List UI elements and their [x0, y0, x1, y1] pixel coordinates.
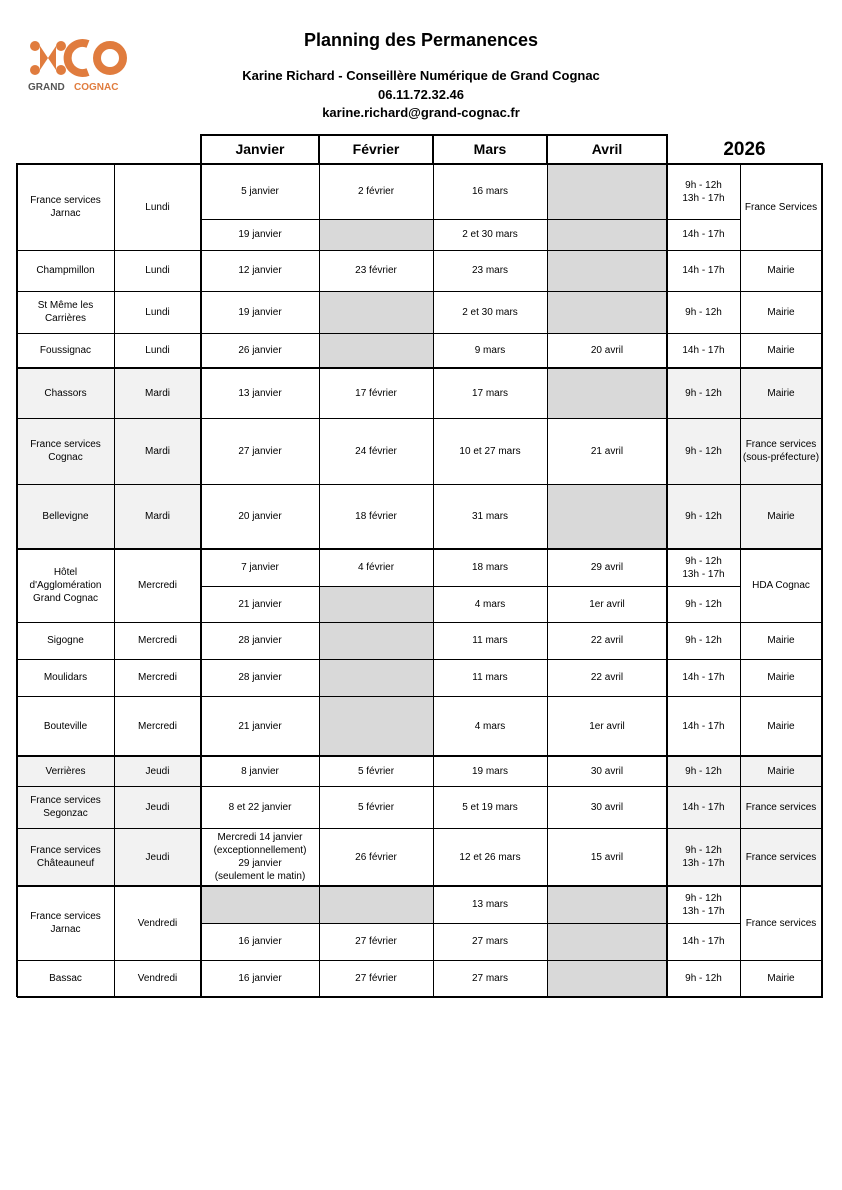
header-vline	[666, 134, 668, 165]
row-line	[17, 622, 822, 623]
cell-janvier: 20 janvier	[238, 511, 282, 522]
cell-avril: 22 avril	[590, 672, 624, 683]
cell-horaire: 9h - 12h	[685, 598, 722, 610]
cell-horaire: 9h - 12h	[667, 484, 740, 549]
cell-jour: Mercredi	[138, 672, 177, 683]
cell-jour: Vendredi	[137, 973, 178, 984]
cell-fevrier: 17 février	[355, 387, 397, 399]
cell-avril	[547, 250, 667, 291]
cell-mars: 19 mars	[471, 765, 509, 777]
cell-mars: 12 et 26 mars	[459, 851, 521, 863]
cell-jour: Lundi	[145, 345, 170, 356]
cell-horaire: 9h - 12h	[685, 973, 722, 984]
cell-avril: 1er avril	[589, 598, 625, 610]
cell-salle: Mairie	[740, 368, 822, 418]
cell-horaire: 9h - 12h	[667, 368, 740, 418]
cell-mars: 13 mars	[471, 899, 509, 910]
month-header-0: Janvier	[235, 141, 285, 157]
header-vline	[546, 134, 548, 165]
cell-salle: Mairie	[740, 484, 822, 549]
header-vline	[200, 134, 202, 165]
cell-janvier: 12 janvier	[238, 265, 282, 276]
row-line	[201, 219, 740, 220]
cell-avril: 1er avril	[589, 720, 625, 732]
table-top-border	[17, 163, 823, 165]
cell-horaire: 14h - 17h	[682, 672, 725, 683]
cell-fevrier: 2 février	[357, 186, 395, 197]
cell-horaire: 14h - 17h	[682, 936, 725, 947]
cell-jour: Jeudi	[114, 828, 201, 886]
row-line	[17, 333, 822, 334]
cell-lieu: France services Jarnac	[30, 911, 101, 935]
row-line	[17, 659, 822, 660]
cell-mars: 31 mars	[471, 511, 509, 522]
cell-lieu: Moulidars	[43, 672, 88, 683]
column-line	[200, 164, 202, 997]
column-line	[666, 164, 668, 997]
cell-jour: Jeudi	[114, 786, 201, 828]
cell-janvier: 16 janvier	[238, 973, 282, 984]
cell-jour: Mercredi	[138, 580, 177, 591]
cell-lieu: France services Jarnac	[30, 195, 101, 219]
row-line	[17, 418, 822, 419]
cell-horaire: 9h - 12h	[685, 635, 722, 646]
cell-salle: France services	[745, 917, 817, 929]
table-bottom-border	[17, 996, 823, 998]
cell-avril: 15 avril	[590, 851, 624, 863]
cell-salle: France services	[740, 828, 822, 886]
column-line	[547, 164, 548, 997]
cell-avril: 22 avril	[590, 635, 624, 646]
cell-salle: Mairie	[767, 265, 795, 276]
cell-mars: 4 mars	[474, 598, 506, 610]
logo-text-grand: GRAND	[28, 82, 65, 93]
cell-salle: France Services	[744, 201, 818, 213]
cell-salle: Mairie	[767, 635, 795, 646]
cell-lieu: Foussignac	[39, 345, 92, 356]
cell-lieu: Bouteville	[43, 720, 88, 732]
cell-jour: Lundi	[145, 201, 170, 213]
cell-horaire: 14h - 17h	[682, 229, 725, 240]
cell-janvier: 8 et 22 janvier	[228, 801, 292, 813]
cell-janvier: 5 janvier	[241, 186, 279, 197]
cell-fevrier: 18 février	[355, 511, 397, 522]
cell-janvier: 8 janvier	[241, 765, 279, 777]
cell-horaire: 9h - 12h	[667, 756, 740, 786]
cell-lieu: Sigogne	[47, 635, 84, 646]
cell-fevrier	[319, 659, 433, 696]
cell-fevrier	[319, 886, 433, 923]
cell-avril: 29 avril	[590, 562, 624, 573]
cell-fevrier	[319, 696, 433, 756]
month-header-3: Avril	[591, 141, 623, 157]
cell-fevrier	[319, 622, 433, 659]
cell-janvier: 19 janvier	[238, 306, 282, 318]
cell-mars: 4 mars	[474, 720, 506, 732]
cell-horaire: 9h - 12h	[667, 418, 740, 484]
page-title: Planning des Permanences	[303, 30, 539, 50]
cell-janvier: 27 janvier	[238, 445, 282, 457]
cell-salle: HDA Cognac	[752, 580, 810, 591]
cell-janvier: 7 janvier	[241, 562, 279, 573]
cell-horaire: 9h - 12h 13h - 17h	[667, 828, 740, 886]
cell-salle: Mairie	[740, 756, 822, 786]
cell-salle: Mairie	[767, 345, 795, 356]
header-top-border	[201, 134, 668, 136]
cell-avril	[547, 219, 667, 250]
header-vline	[318, 134, 320, 165]
cell-fevrier	[319, 219, 433, 250]
cell-lieu: Chassors	[17, 368, 114, 418]
cell-lieu: France services Châteauneuf	[17, 828, 114, 886]
table-left-border	[16, 163, 18, 997]
column-line	[433, 164, 434, 997]
cell-horaire: 14h - 17h	[682, 265, 725, 276]
cell-lieu: France services Segonzac	[17, 786, 114, 828]
cell-salle: Mairie	[767, 973, 795, 984]
cell-jour: Vendredi	[137, 917, 178, 929]
cell-mars: 9 mars	[474, 345, 506, 356]
cell-fevrier: 27 février	[355, 973, 397, 984]
cell-janvier: 13 janvier	[238, 387, 282, 399]
group-separator	[17, 367, 822, 369]
phone-number: 06.11.72.32.46	[377, 87, 465, 102]
cell-salle: Mairie	[767, 306, 795, 318]
cell-fevrier: 26 février	[355, 851, 397, 863]
cell-avril: 30 avril	[590, 801, 624, 813]
cell-janvier: Mercredi 14 janvier (exceptionnellement) 29 janvier (seulement le matin)	[213, 832, 307, 882]
month-header-1: Février	[352, 141, 400, 157]
cell-mars: 27 mars	[471, 973, 509, 984]
cell-avril	[547, 484, 667, 549]
cell-horaire: 14h - 17h	[682, 720, 725, 732]
column-line	[319, 164, 320, 997]
cell-lieu: Bassac	[49, 973, 82, 984]
cell-lieu: St Même les Carrières	[37, 300, 94, 324]
row-line	[201, 923, 740, 924]
cell-salle: France services (sous-préfecture)	[740, 418, 822, 484]
cell-avril: 20 avril	[590, 345, 624, 356]
cell-lieu: France services Cognac	[17, 418, 114, 484]
cell-avril	[547, 291, 667, 333]
cell-lieu: Champmillon	[36, 265, 95, 276]
cell-fevrier	[319, 333, 433, 368]
cell-mars: 27 mars	[471, 936, 509, 947]
subtitle: Karine Richard - Conseillère Numérique de Grand Cognac	[242, 68, 600, 83]
cell-horaire: 9h - 12h 13h - 17h	[682, 179, 725, 204]
cell-fevrier: 23 février	[355, 265, 397, 276]
cell-jour: Mardi	[114, 484, 201, 549]
cell-janvier: 26 janvier	[238, 345, 282, 356]
table-right-border	[821, 163, 823, 997]
cell-mars: 16 mars	[471, 186, 509, 197]
cell-fevrier	[319, 291, 433, 333]
cell-salle: Mairie	[767, 720, 795, 732]
cell-janvier: 16 janvier	[238, 936, 282, 947]
cell-avril	[547, 368, 667, 418]
year-header: 2026	[723, 139, 766, 160]
cell-jour: Lundi	[145, 265, 170, 276]
cell-fevrier: 5 février	[357, 765, 395, 777]
cell-avril	[547, 960, 667, 997]
header-vline	[432, 134, 434, 165]
cell-jour: Mercredi	[138, 720, 177, 732]
cell-mars: 23 mars	[471, 265, 509, 276]
cell-avril	[547, 923, 667, 960]
cell-fevrier: 24 février	[355, 445, 397, 457]
cell-fevrier	[319, 586, 433, 622]
cell-avril	[547, 886, 667, 923]
cell-horaire: 9h - 12h 13h - 17h	[682, 555, 725, 580]
group-separator	[17, 885, 822, 887]
cell-fevrier: 27 février	[355, 936, 397, 947]
cell-salle: France services	[740, 786, 822, 828]
cell-horaire: 9h - 12h 13h - 17h	[682, 892, 725, 917]
row-line	[17, 786, 822, 787]
cell-janvier: 21 janvier	[238, 598, 282, 610]
email-address: karine.richard@grand-cognac.fr	[322, 105, 520, 120]
cell-lieu: Verrières	[17, 756, 114, 786]
cell-mars: 17 mars	[471, 387, 509, 399]
column-line	[114, 164, 115, 997]
column-line	[740, 164, 741, 997]
cell-horaire: 14h - 17h	[682, 345, 725, 356]
cell-mars: 11 mars	[472, 672, 508, 683]
cell-jour: Lundi	[145, 306, 170, 318]
row-line	[17, 250, 822, 251]
cell-fevrier: 4 février	[357, 562, 395, 573]
cell-fevrier: 5 février	[357, 801, 395, 813]
cell-mars: 2 et 30 mars	[462, 306, 518, 318]
row-line	[201, 586, 740, 587]
cell-salle: Mairie	[767, 672, 795, 683]
cell-lieu: Bellevigne	[17, 484, 114, 549]
group-separator	[17, 548, 822, 550]
group-separator	[17, 755, 822, 757]
cell-janvier: 21 janvier	[238, 720, 282, 732]
cell-mars: 2 et 30 mars	[462, 229, 518, 240]
cell-janvier: 28 janvier	[238, 635, 282, 646]
cell-lieu: Hôtel d'Agglomération Grand Cognac	[29, 567, 102, 604]
row-line	[17, 291, 822, 292]
row-line	[17, 484, 822, 485]
row-line	[17, 828, 822, 829]
cell-mars: 11 mars	[472, 635, 508, 646]
logo-text-cognac: COGNAC	[74, 82, 119, 93]
cell-mars: 10 et 27 mars	[459, 445, 521, 457]
cell-horaire: 9h - 12h	[685, 306, 722, 318]
cell-avril: 21 avril	[590, 445, 624, 457]
cell-mars: 18 mars	[471, 562, 509, 573]
cell-horaire: 14h - 17h	[667, 786, 740, 828]
row-line	[17, 696, 822, 697]
cell-jour: Jeudi	[114, 756, 201, 786]
cell-mars: 5 et 19 mars	[462, 801, 518, 813]
month-header-2: Mars	[473, 141, 507, 157]
cell-janvier: 19 janvier	[238, 229, 282, 240]
cell-janvier	[201, 886, 319, 923]
cell-janvier: 28 janvier	[238, 672, 282, 683]
cell-jour: Mardi	[114, 418, 201, 484]
cell-avril	[547, 164, 667, 219]
cell-avril: 30 avril	[590, 765, 624, 777]
row-line	[17, 960, 822, 961]
cell-jour: Mercredi	[138, 635, 177, 646]
cell-jour: Mardi	[114, 368, 201, 418]
